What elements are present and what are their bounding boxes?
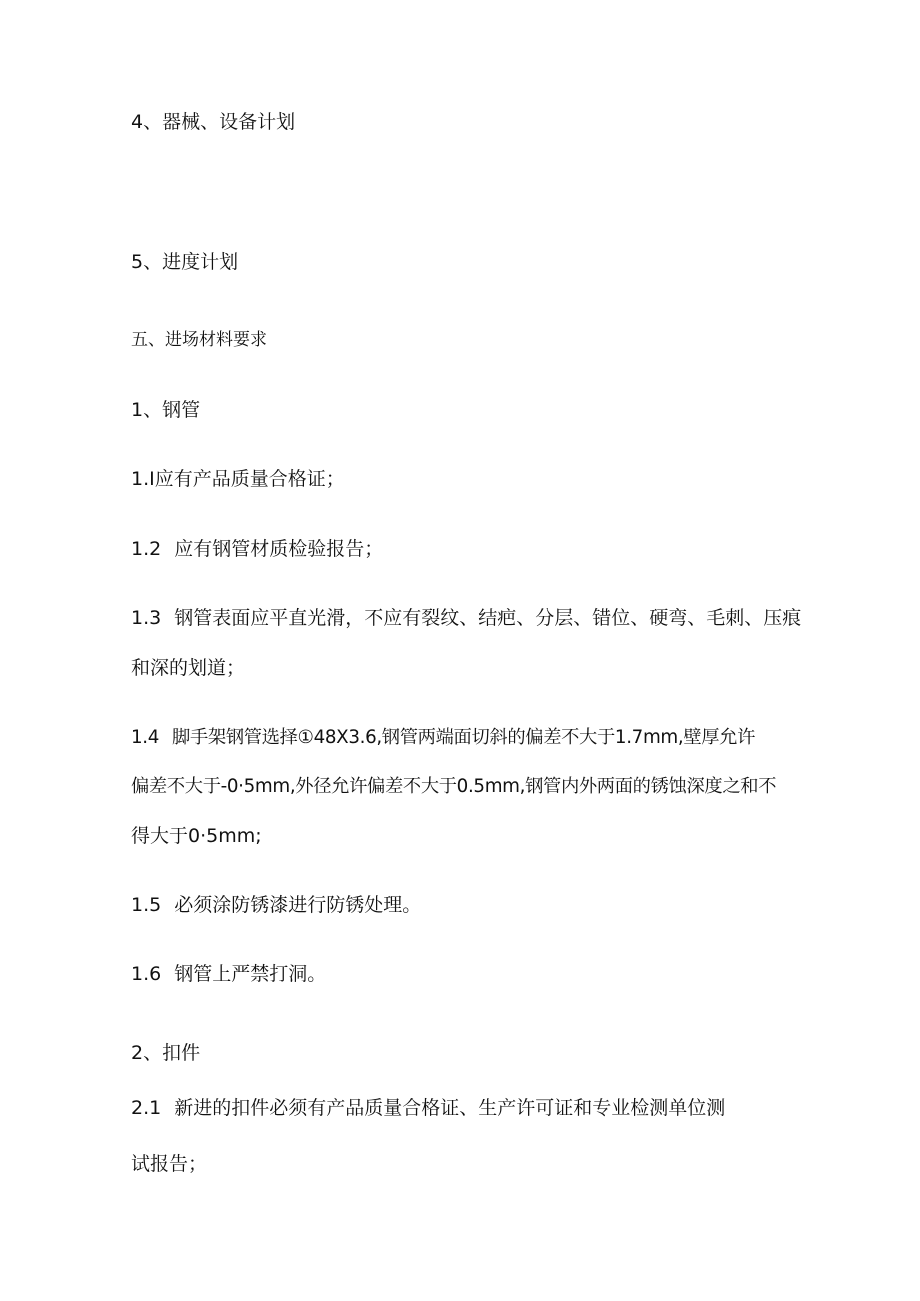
item-1-2-text: 应有钢管材质检验报告； (174, 538, 384, 560)
subheading-steel-pipe: 1、钢管 (131, 399, 201, 421)
section-heading-schedule-plan: 5、进度计划 (131, 251, 239, 273)
item-2-1-text: 新进的扣件必须有产品质量合格证、生产许可证和专业检测单位测 (174, 1097, 726, 1119)
item-1-2-number: 1.2 (131, 538, 162, 560)
item-1-3-continuation: 和深的划道； (131, 657, 246, 679)
item-1-5 (131, 893, 421, 917)
item-1-3-text: 钢管表面应平直光滑，不应有裂纹、结疤、分层、错位、硬弯、毛刺、压痕 (174, 607, 802, 629)
subheading-fastener: 2、扣件 (131, 1042, 201, 1064)
item-1-4-number: 1.4 (131, 727, 160, 748)
item-2-1 (131, 1096, 725, 1120)
item-1-4 (131, 726, 755, 750)
item-1-6 (131, 962, 326, 986)
chapter-heading-materials: 五、进场材料要求 (131, 330, 267, 350)
item-1-3 (131, 606, 801, 630)
item-2-1-continuation: 试报告； (131, 1153, 208, 1175)
item-2-1-number: 2.1 (131, 1097, 162, 1119)
item-1-4-text: 脚手架钢管选择①48X3.6,钢管两端面切斜的偏差不大于1.7mm,壁厚允许 (172, 727, 756, 748)
item-1-1: 1.I应有产品质量合格证； (131, 468, 345, 490)
section-heading-equipment-plan: 4、器械、设备计划 (131, 111, 296, 133)
item-1-5-text: 必须涂防锈漆进行防锈处理。 (174, 894, 422, 916)
item-1-6-text: 钢管上严禁打洞。 (174, 963, 327, 985)
item-1-3-number: 1.3 (131, 607, 162, 629)
item-1-5-number: 1.5 (131, 894, 162, 916)
item-1-4-continuation-2: 得大于0·5mm; (131, 825, 262, 847)
item-1-6-number: 1.6 (131, 963, 162, 985)
item-1-4-continuation-1: 偏差不大于-0·5mm,外径允许偏差不大于0.5mm,钢管内外两面的锈蚀深度之和不 (131, 776, 777, 797)
item-1-2 (131, 537, 383, 561)
